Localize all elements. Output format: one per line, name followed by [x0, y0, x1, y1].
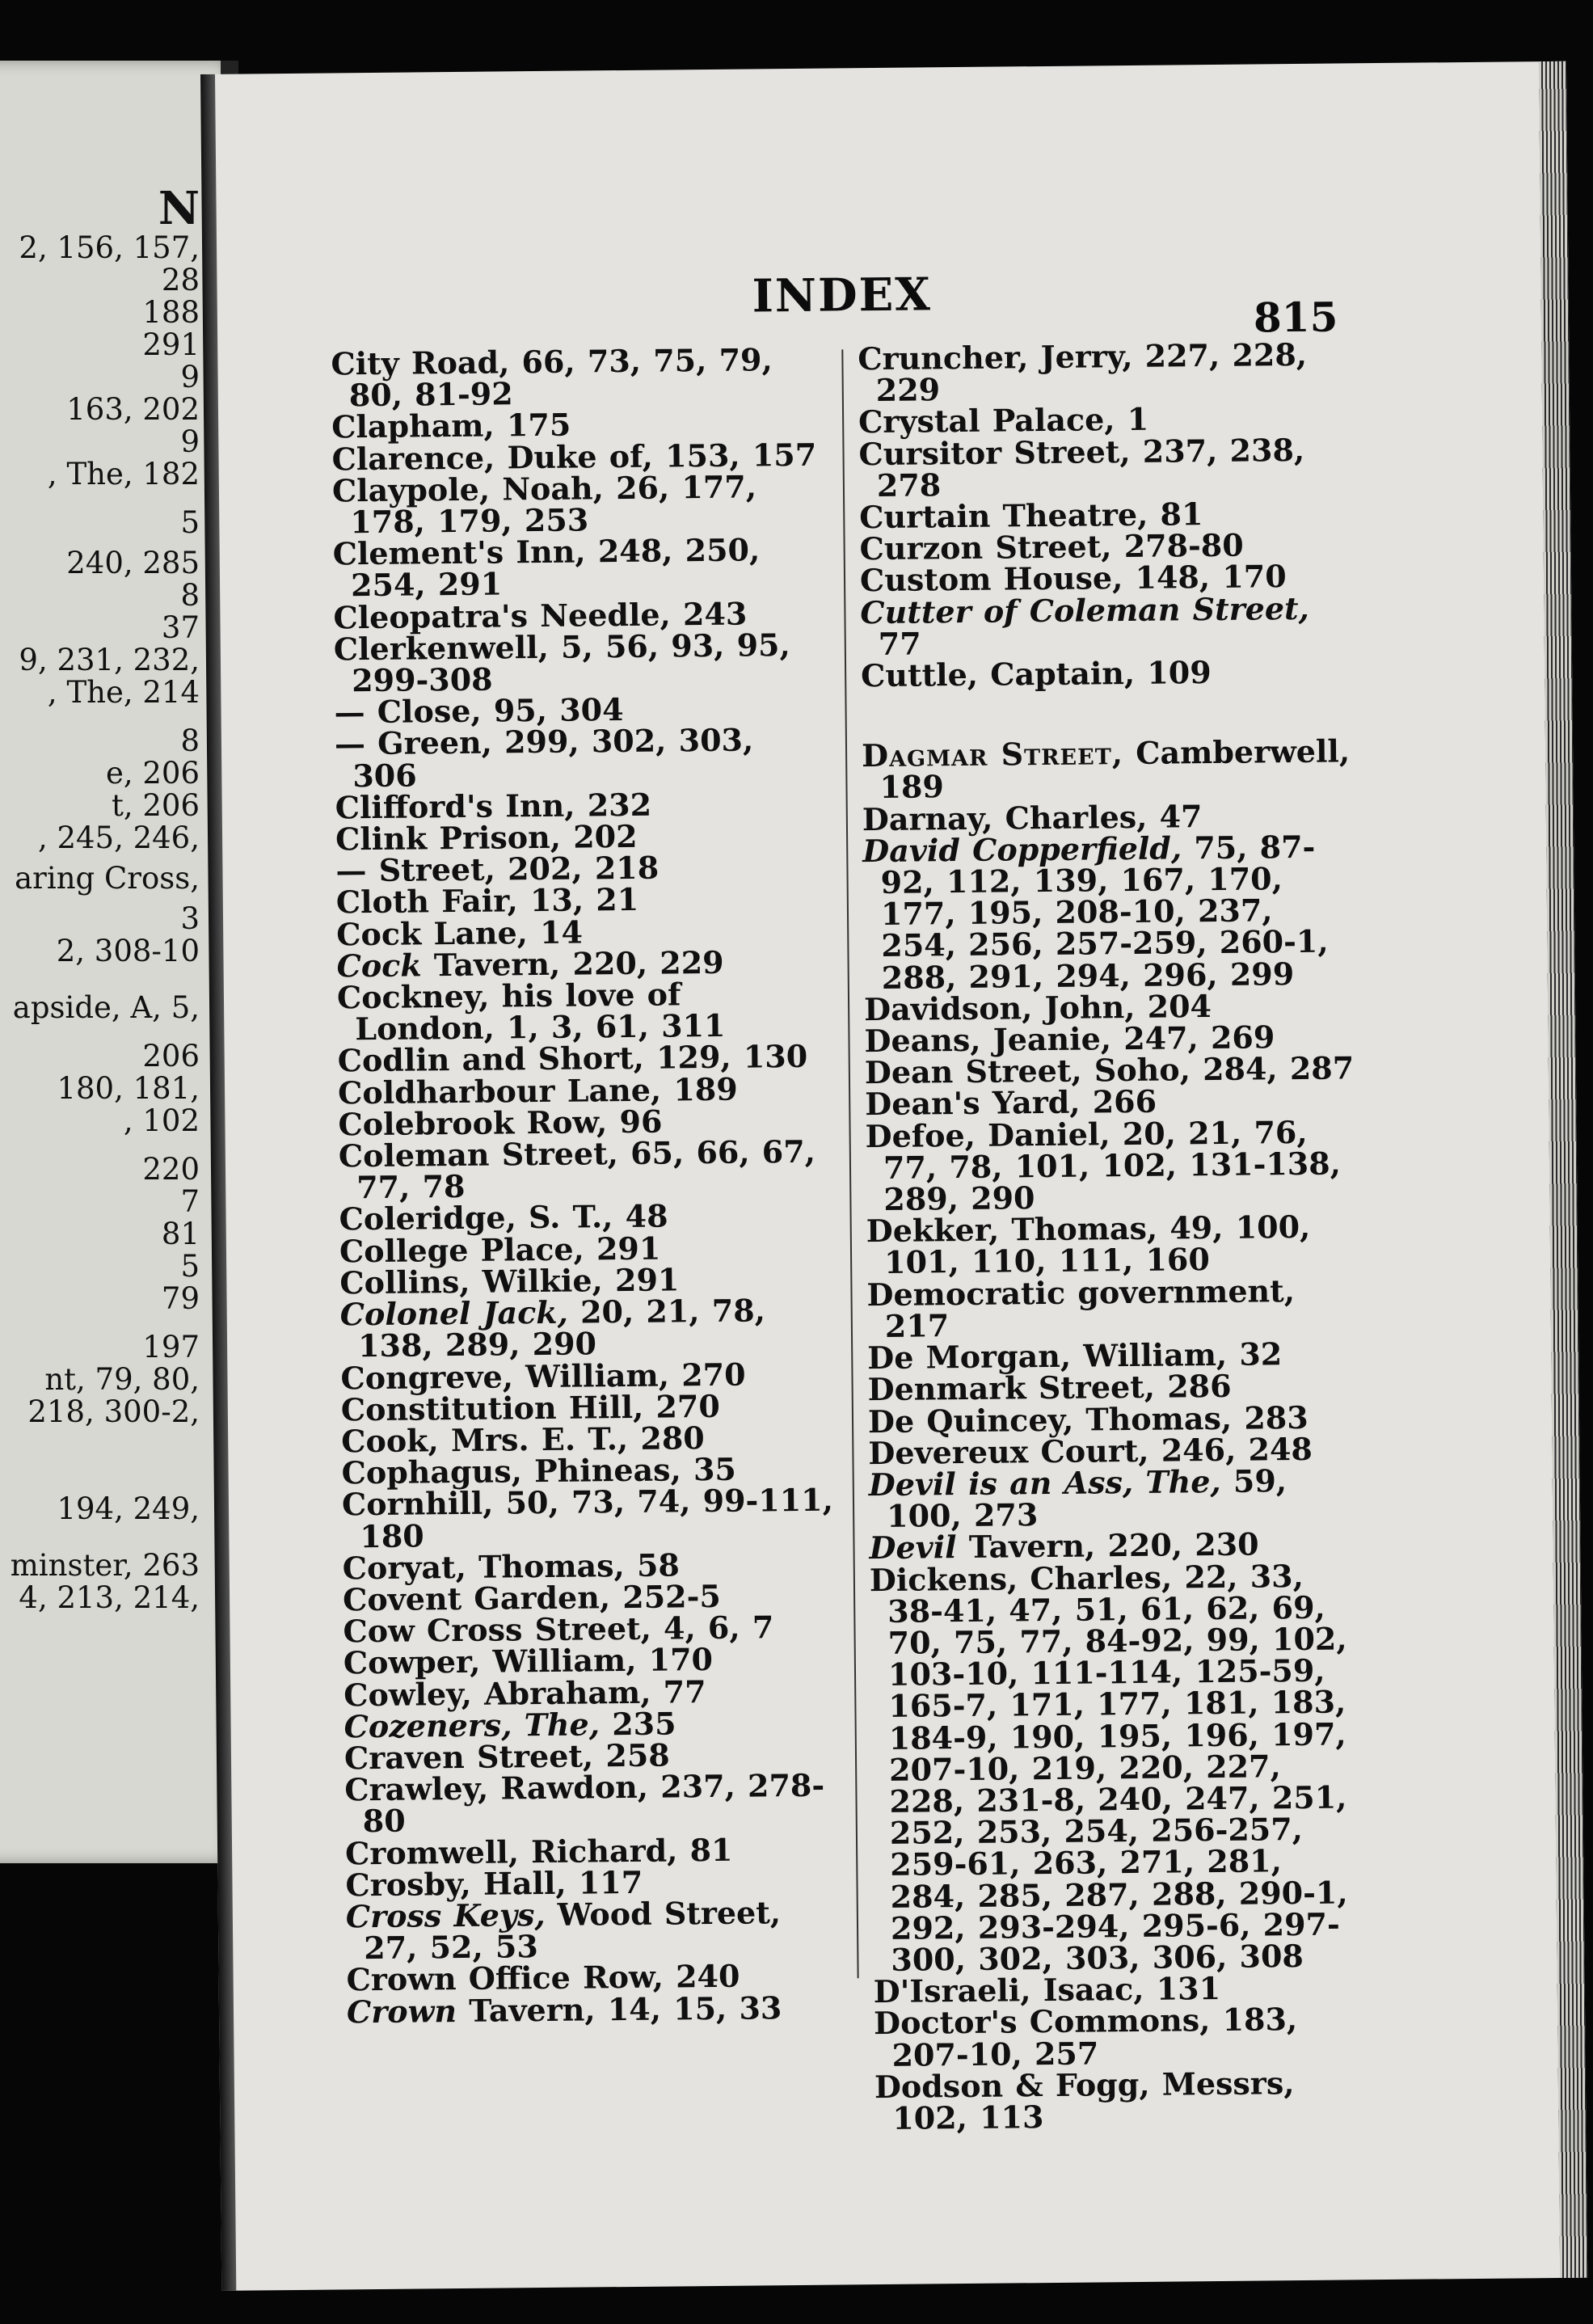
- page-edges: [1539, 61, 1587, 2278]
- left-page-line: 180, 181,: [57, 1071, 200, 1106]
- index-entry-text: D'Israeli, Isaac, 131: [873, 1970, 1221, 2010]
- left-page-line: 8: [180, 578, 200, 613]
- index-entry-text: Cowper, William, 170: [343, 1641, 714, 1681]
- index-entry-text: Cross Keys,: [345, 1896, 546, 1935]
- left-page-line: nt, 79, 80,: [44, 1362, 200, 1397]
- left-page-line: t, 206: [111, 788, 200, 823]
- index-column-left: [331, 341, 840, 2030]
- left-page-line: apside, A, 5,: [12, 990, 200, 1025]
- index-entry-text: Tavern, 14, 15, 33: [456, 1989, 782, 2029]
- index-entry-text: Collins, Wilkie, 291: [339, 1261, 680, 1301]
- index-entry-text: Clarence, Duke of, 153, 157: [331, 436, 817, 478]
- index-entry: [868, 1462, 1363, 1535]
- left-page-line: 291: [142, 327, 200, 362]
- index-entry: [865, 1113, 1359, 1218]
- index-entry-text: Dodson & Fogg, Messrs, 102, 113: [874, 2064, 1295, 2136]
- index-entry-text: Cornhill, 50, 73, 74, 99-111, 180: [341, 1481, 834, 1554]
- index-entry-text: Cophagus, Phineas, 35: [341, 1450, 737, 1491]
- index-entry-text: Dagmar Street,: [861, 735, 1124, 774]
- left-page-line: 2, 308-10: [56, 934, 200, 968]
- left-page-line: aring Cross,: [15, 861, 200, 896]
- index-entry-text: Codlin and Short, 129, 130: [337, 1038, 808, 1079]
- index-entry-text: Cutter of Coleman Street,: [860, 589, 1309, 631]
- index-entry-text: Cock: [336, 947, 422, 985]
- left-page-line: 9, 231, 232,: [19, 643, 200, 677]
- index-entry-text: De Morgan, William, 32: [867, 1335, 1283, 1377]
- index-entry-text: Coleridge, S. T., 48: [339, 1197, 668, 1238]
- index-entry-text: Cockney, his love of London, 1, 3, 61, 311: [336, 976, 726, 1048]
- index-entry-text: Clement's Inn, 248, 250, 254, 291: [332, 531, 761, 604]
- index-entry-text: Devil: [869, 1529, 957, 1567]
- index-entry-text: — Close, 95, 304: [334, 691, 624, 731]
- index-column-right: [858, 335, 1368, 2136]
- index-entry-text: Clapham, 175: [331, 407, 571, 445]
- index-entry-text: Camberwell, 189: [879, 732, 1351, 806]
- column-divider: [841, 349, 858, 1978]
- index-entry: [860, 589, 1354, 662]
- index-entry-text: Dekker, Thomas, 49, 100, 101, 110, 111, 160: [866, 1208, 1311, 1281]
- left-page-line: , The, 214: [47, 675, 200, 710]
- index-entry-text: Crown Office Row, 240: [346, 1958, 740, 1998]
- index-entry-text: Colonel Jack,: [339, 1293, 569, 1333]
- index-entry-text: Cruncher, Jerry, 227, 228, 229: [858, 335, 1308, 409]
- index-entry: [344, 1766, 838, 1840]
- index-entry: [862, 828, 1357, 996]
- index-entry-text: Wood Street, 27, 52, 53: [364, 1894, 782, 1967]
- left-page-line: , 102: [123, 1103, 200, 1138]
- index-entry-text: Crown: [346, 1992, 457, 2030]
- index-entry-text: David Copperfield,: [862, 829, 1182, 870]
- left-page-line: e, 206: [105, 756, 200, 791]
- left-page-line: 197: [142, 1330, 200, 1364]
- index-entry-text: Crystal Palace, 1: [858, 401, 1149, 441]
- left-page-line: 4, 213, 214,: [19, 1580, 200, 1615]
- index-entry-text: Denmark Street, 286: [867, 1368, 1232, 1408]
- left-page-line: 9: [180, 424, 200, 459]
- index-entry: [866, 1274, 1360, 1342]
- index-entry: [333, 626, 828, 699]
- index-entry-text: — Street, 202, 218: [335, 849, 660, 889]
- index-entry-text: Cromwell, Richard, 81: [344, 1831, 733, 1871]
- left-page-line: 9: [180, 360, 200, 394]
- index-entry-text: Coryat, Thomas, 58: [342, 1546, 681, 1587]
- section-gap: [861, 687, 1355, 740]
- index-entry-text: — Green, 299, 302, 303, 306: [334, 721, 754, 794]
- index-entry: [340, 1294, 834, 1362]
- left-page-line: 3: [180, 901, 200, 936]
- index-entry: [338, 1132, 832, 1206]
- index-entry-text: Crawley, Rawdon, 237, 278-80: [344, 1766, 825, 1840]
- index-entry: [860, 654, 1354, 694]
- index-entry-text: Custom House, 148, 170: [859, 558, 1287, 599]
- index-entry: [870, 1559, 1367, 1976]
- index-entry-text: Curtain Theatre, 81: [859, 496, 1203, 536]
- index-entry-text: Cow Cross Street, 4, 6, 7: [343, 1609, 774, 1650]
- index-entry-text: Colebrook Row, 96: [338, 1103, 663, 1143]
- index-entry-text: Curzon Street, 278-80: [859, 526, 1244, 567]
- index-entry-text: Deans, Jeanie, 247, 269: [864, 1019, 1275, 1060]
- index-entry-text: Clerkenwell, 5, 56, 93, 95, 299-308: [333, 626, 790, 699]
- index-entry-text: Clink Prison, 202: [335, 817, 638, 858]
- left-page-line: 188: [142, 295, 200, 330]
- index-entry-text: Cursitor Street, 237, 238, 278: [858, 431, 1305, 504]
- index-entry-text: Coleman Street, 65, 66, 67, 77, 78: [338, 1132, 816, 1206]
- index-entry-text: Davidson, John, 204: [863, 987, 1212, 1028]
- index-entry-text: Devil is an Ass, The,: [868, 1462, 1221, 1504]
- index-entry-text: Tavern, 220, 229: [421, 943, 724, 984]
- index-entry-text: 235: [599, 1705, 676, 1743]
- left-page-line: 7: [180, 1184, 200, 1219]
- index-entry-text: Cozeners, The,: [343, 1706, 601, 1745]
- index-entry-text: 20, 21, 78, 138, 289, 290: [357, 1292, 766, 1364]
- index-entry: [345, 1894, 840, 1967]
- left-page-line: N: [158, 182, 200, 235]
- left-page-line: , 245, 246,: [37, 820, 200, 855]
- index-entry-text: Constitution Hill, 270: [340, 1387, 721, 1428]
- left-page-line: 81: [161, 1217, 200, 1251]
- left-page-line: minster, 263: [10, 1548, 200, 1583]
- index-entry: [336, 976, 831, 1048]
- page-title: INDEX: [752, 268, 933, 323]
- left-page-line: 79: [161, 1281, 200, 1316]
- index-entry-text: De Quincey, Thomas, 283: [867, 1398, 1309, 1440]
- index-entry: [874, 2003, 1368, 2071]
- right-page: [200, 61, 1587, 2291]
- index-entry-text: Darnay, Charles, 47: [862, 797, 1203, 837]
- index-entry: [332, 531, 827, 604]
- index-entry-text: Cloth Fair, 13, 21: [335, 881, 639, 921]
- left-page-line: 194, 249,: [57, 1491, 200, 1526]
- index-entry-text: Cook, Mrs. E. T., 280: [341, 1419, 705, 1460]
- left-page-line: 240, 285: [66, 546, 200, 580]
- left-page-line: 218, 300-2,: [27, 1394, 200, 1429]
- index-entry: [874, 2066, 1368, 2134]
- index-entry: [858, 431, 1352, 504]
- index-entry-text: Dickens, Charles, 22, 33, 38-41, 47, 51, 61, 62, 69, 70, 75, 77, 84-92, 99, 102, 103-10, 111-114, 125-59, 165-7, 171, 177, 181, 183, 184-9, 190, 195, 196, 197, 207-10, 219, 220, 227, 228, 231-8, 240, 247, 251, 252, 253, 254, 256-257, 259-61, 263, 271, 281, 284, 285, 287, 288, 290-1, 292, 293-294, 295-6, 297-300, 302, 303, 306, 308: [869, 1557, 1348, 1978]
- left-page-line: 206: [142, 1039, 200, 1073]
- index-entry-text: City Road, 66, 73, 75, 79, 80, 81-92: [331, 341, 773, 414]
- index-entry-text: Coldharbour Lane, 189: [337, 1070, 738, 1111]
- index-entry-text: Congreve, William, 270: [340, 1356, 746, 1396]
- index-entry: [331, 468, 826, 541]
- index-entry: [341, 1481, 836, 1554]
- index-entry-text: College Place, 291: [339, 1229, 661, 1270]
- index-entry-text: Cock Lane, 14: [336, 913, 584, 953]
- index-entry-text: Democratic government, 217: [866, 1272, 1296, 1344]
- index-entry-text: Claypole, Noah, 26, 177, 178, 179, 253: [331, 468, 757, 541]
- index-entry-text: Dean Street, Soho, 284, 287: [864, 1049, 1355, 1091]
- index-entry: [346, 1989, 840, 2030]
- left-page-line: 5: [180, 1249, 200, 1284]
- index-entry-text: Defoe, Daniel, 20, 21, 76, 77, 78, 101, 102, 131-138, 289, 290: [865, 1113, 1342, 1218]
- index-entry-text: Crosby, Hall, 117: [345, 1863, 643, 1904]
- index-entry-text: Clifford's Inn, 232: [335, 786, 652, 826]
- index-entry: [861, 732, 1355, 806]
- left-page-line: 163, 202: [66, 392, 200, 427]
- left-page-line: 28: [161, 263, 200, 297]
- page-number: 815: [1253, 293, 1338, 342]
- index-entry-text: Cowley, Abraham, 77: [343, 1672, 706, 1713]
- index-entry-text: Devereux Court, 246, 248: [868, 1430, 1313, 1471]
- index-entry-text: Tavern, 220, 230: [956, 1525, 1259, 1566]
- index-entry-text: 77: [878, 625, 921, 662]
- index-entry: [866, 1208, 1360, 1281]
- left-page-line: 220: [142, 1152, 200, 1187]
- index-entry: [858, 335, 1351, 409]
- index-entry-text: Cleopatra's Needle, 243: [333, 595, 748, 636]
- index-entry-text: 75, 87-92, 112, 139, 167, 170, 177, 195, 208-10, 237, 254, 256, 257-259, 260-1, 288, 291, 294, 296, 299: [880, 828, 1329, 996]
- index-entry-text: Craven Street, 258: [343, 1736, 670, 1777]
- left-page-line: 8: [180, 723, 200, 758]
- index-entry-text: 59, 100, 273: [886, 1462, 1287, 1535]
- left-page-line: 2, 156, 157,: [19, 230, 200, 265]
- index-entry: [335, 881, 829, 921]
- index-entry-text: Cuttle, Captain, 109: [860, 654, 1212, 694]
- index-entry-text: Doctor's Commons, 183, 207-10, 257: [873, 2001, 1298, 2073]
- left-page-line: , The, 182: [47, 457, 200, 491]
- index-entry-text: Dean's Yard, 266: [865, 1083, 1157, 1123]
- index-entry-text: Covent Garden, 252-5: [342, 1577, 722, 1618]
- index-entry: [334, 721, 828, 794]
- left-page-line: 5: [180, 505, 200, 540]
- index-entry: [331, 341, 824, 414]
- left-page-line: 37: [161, 610, 200, 645]
